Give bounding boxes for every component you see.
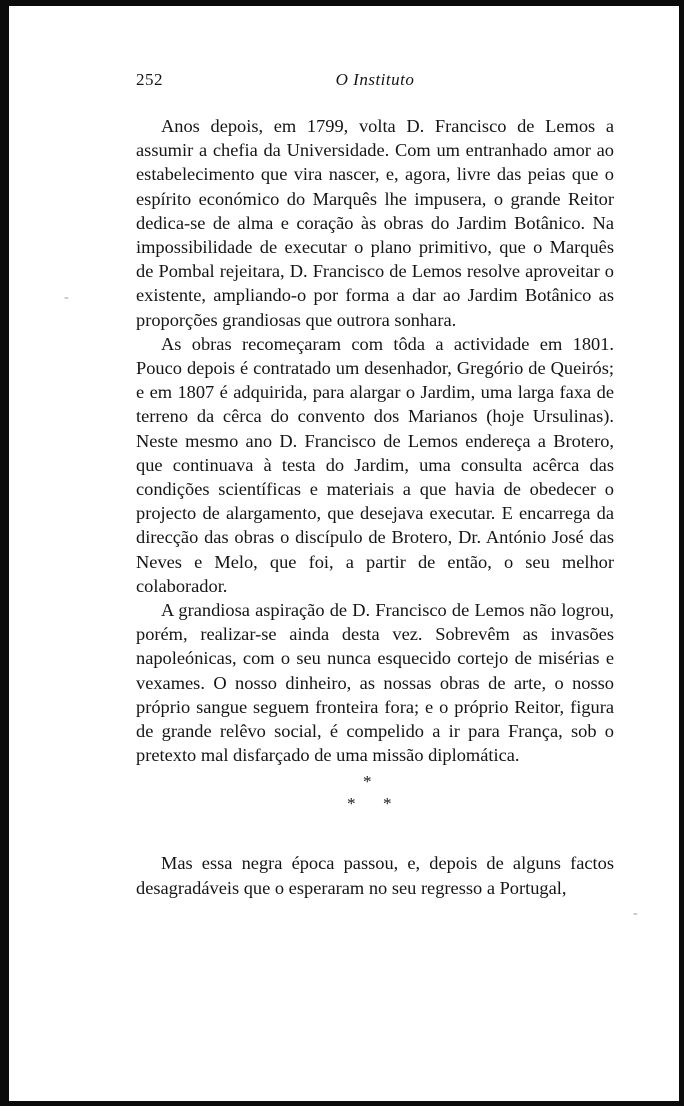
asterism-star: *	[363, 772, 372, 792]
paragraph: Anos depois, em 1799, volta D. Francisco de Lemos a assumir a chefia da Universidade. Com um entranhado amor ao estabelecimento que vira nascer, e, agora, livre das peias que o espírito económico do Marquês lhe impusera, o grande Reitor dedica-se de alma e coração às obras do Jardim Botânico. Na impossibilidade de executar o plano primitivo, que o Marquês de Pombal rejeitara, D. Francisco de Lemos resolve aproveitar o existente, ampliando-o por forma a dar ao Jardim Botânico as proporções grandiosas que outrora sonhara.	[136, 116, 614, 330]
running-head	[136, 64, 614, 94]
scan-border-top	[0, 0, 684, 6]
margin-speck: -	[64, 290, 69, 305]
scan-border-left	[0, 0, 9, 1106]
running-title: O Instituto	[335, 70, 415, 89]
paragraph: Mas essa negra época passou, e, depois de alguns factos desagradáveis que o esperaram no seu regresso a Portugal,	[136, 853, 614, 898]
margin-speck: -	[633, 906, 638, 921]
book-page	[136, 64, 614, 900]
page-number: 252	[136, 70, 163, 89]
paragraph: As obras recomeçaram com tôda a actividade em 1801. Pouco depois é contratado um desenhador, Gregório de Queirós; e em 1807 é adquirida, para alargar o Jardim, uma larga faxa de terreno da cêrca do convento dos Marianos (hoje Ursulinas). Neste mesmo ano D. Francisco de Lemos endereça a Brotero, que continuava à testa do Jardim, uma consulta acêrca das condições scientíficas e materiais a que havia de obedecer o projecto de alargamento, que desejava executar. E encarrega da direcção das obras o discípulo de Brotero, Dr. António José das Neves e Melo, que foi, a partir de então, o seu melhor colaborador.	[136, 333, 614, 596]
asterism-star: *	[383, 794, 392, 814]
scan-border-right	[679, 0, 684, 1106]
asterism-section-break	[136, 773, 614, 833]
body-text	[136, 114, 614, 900]
asterism-star: *	[347, 794, 356, 814]
scan-border-bottom	[0, 1101, 684, 1106]
paragraph: A grandiosa aspiração de D. Francisco de Lemos não logrou, porém, realizar-se ainda desta vez. Sobrevêm as invasões napoleónicas, com o seu nunca esquecido cortejo de misérias e vexames. O nosso dinheiro, as nossas obras de arte, o nosso próprio sangue seguem fronteira fora; e o próprio Reitor, figura de grande relêvo social, é compelido a ir para França, sob o pretexto mal disfarçado de uma missão diplomática.	[136, 600, 614, 766]
